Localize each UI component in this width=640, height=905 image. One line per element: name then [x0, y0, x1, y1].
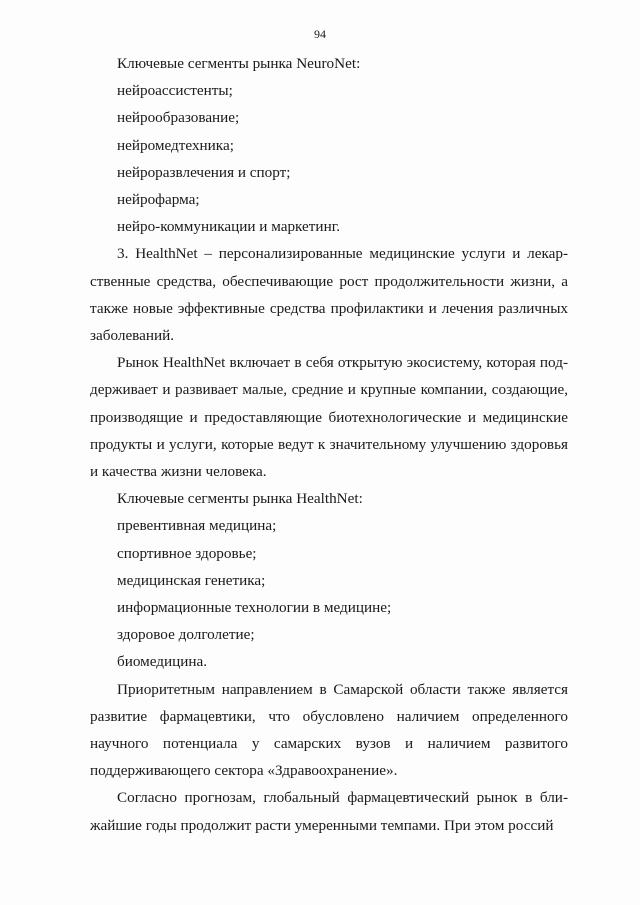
list-item: биомедицина.: [117, 653, 208, 671]
page-body: [90, 50, 568, 839]
list-item: здоровое долголетие;: [117, 626, 255, 644]
list-item: превентивная медицина;: [117, 517, 277, 535]
list-item: нейрофарма;: [117, 191, 200, 209]
list-item: медицинская генетика;: [117, 571, 266, 589]
list-item: нейромедтехника;: [117, 136, 234, 154]
paragraph-healthnet-definition: 3. HealthNet – персонализированные медицинские услуги и лекарственные средства, обеспечивающие рост продолжительности жизни, а также новые эффективные средства профилактики и лечения различных заболеваний.: [90, 245, 568, 345]
paragraph-pharma-priority: Приоритетным направлением в Самарской области также является развитие фармацевтики, что обусловлено наличием определенного научного потенциала у самарских вузов и наличием развитого поддерживающего сектора «Здравоохранение».: [90, 680, 568, 780]
segments-heading-neuronet: Ключевые сегменты рынка NeuroNet:: [117, 55, 361, 72]
list-item: нейро-коммуникации и маркетинг.: [117, 218, 341, 236]
list-item: нейроразвлечения и спорт;: [117, 163, 291, 181]
list-item: нейроассистенты;: [117, 82, 233, 100]
list-item: спортивное здоровье;: [117, 544, 257, 562]
paragraph-healthnet-market: Рынок HealthNet включает в себя открытую экосистему, которая поддерживает и развивает малые, средние и крупные компании, создающие, производящие и предоставляющие биотехнологические и медицинские продукты и услуги, которые ведут к значительному улучшению здоровья и качества жизни человека.: [90, 354, 568, 481]
list-item: нейрообразование;: [117, 109, 240, 127]
list-item: информационные технологии в медицине;: [117, 599, 392, 617]
paragraph-pharma-forecast: Согласно прогнозам, глобальный фармацевтический рынок в ближайшие годы продолжит расти умеренными темпами. При этом россий: [90, 789, 568, 834]
page-number: 94: [314, 27, 326, 41]
segments-heading-healthnet: Ключевые сегменты рынка HealthNet:: [117, 490, 363, 508]
